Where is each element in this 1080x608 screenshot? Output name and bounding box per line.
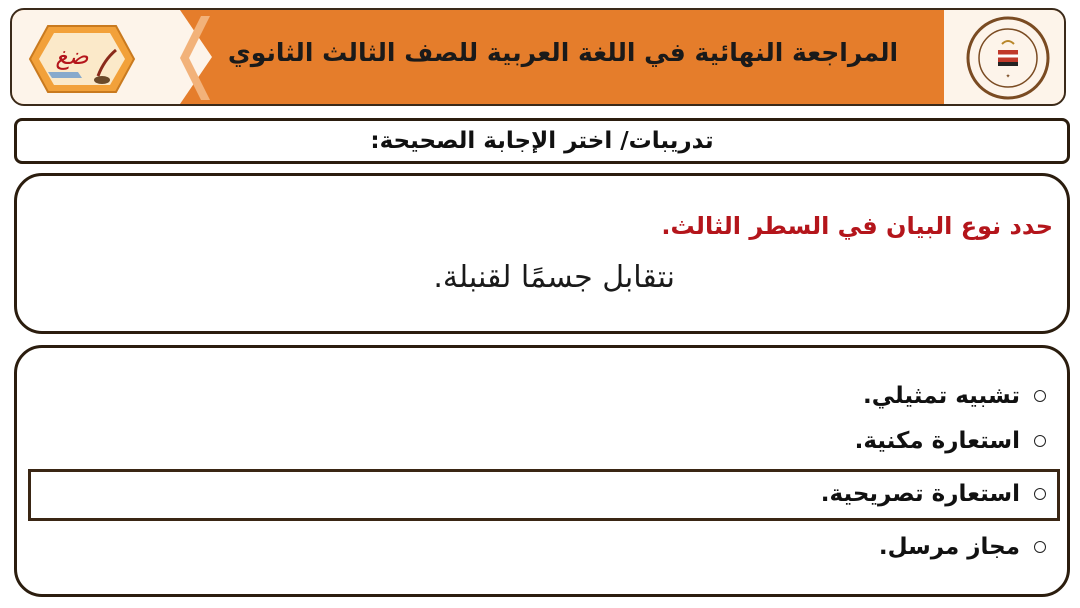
radio-button-icon[interactable]	[1034, 541, 1046, 553]
question-prompt: حدد نوع البيان في السطر الثالث.	[661, 212, 1053, 240]
radio-button-icon[interactable]	[1034, 435, 1046, 447]
radio-button-icon[interactable]	[1034, 390, 1046, 402]
option-3[interactable]	[821, 481, 1046, 507]
option-label: استعارة تصريحية.	[820, 481, 1020, 507]
page-title: المراجعة النهائية في اللغة العربية للصف الثالث الثانوي	[227, 38, 899, 67]
instruction-text: تدريبات/ اختر الإجابة الصحيحة:	[370, 128, 714, 154]
question-line: نتقابل جسمًا لقنبلة.	[433, 260, 675, 295]
option-2[interactable]	[855, 428, 1046, 454]
option-4[interactable]	[879, 534, 1046, 560]
option-label: تشبيه تمثيلي.	[862, 383, 1020, 409]
question-box	[14, 173, 1070, 334]
option-label: استعارة مكنية.	[854, 428, 1020, 454]
option-1[interactable]	[863, 383, 1046, 409]
header-banner	[10, 8, 1066, 106]
svg-text:✦: ✦	[1005, 73, 1011, 80]
option-label: مجاز مرسل.	[878, 534, 1020, 560]
logo-text: ضغ	[55, 42, 89, 70]
ministry-seal-icon	[966, 16, 1050, 100]
instruction-bar	[14, 118, 1070, 164]
hexagon-logo-icon	[28, 24, 136, 94]
radio-button-icon[interactable]	[1034, 488, 1046, 500]
